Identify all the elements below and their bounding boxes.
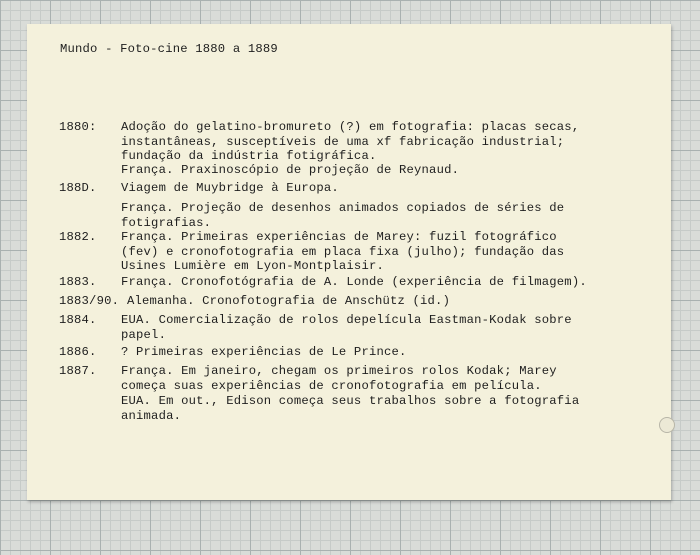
- text-line: animada.: [121, 408, 182, 423]
- text-line: França. Projeção de desenhos animados copiados de séries de: [121, 201, 565, 215]
- text-line: fundação da indústria fotigráfica.: [121, 149, 377, 163]
- text-line: França. Cronofotógrafia de A. Londe (experiência de filmagem).: [121, 275, 587, 289]
- entry-text: [121, 313, 572, 342]
- entry-year: 1883/90.: [59, 294, 120, 308]
- entry-year: 188D.: [59, 181, 97, 195]
- document-heading: Mundo - Foto-cine 1880 a 1889: [60, 42, 278, 56]
- punch-hole: [659, 417, 675, 433]
- text-line: ? Primeiras experiências de Le Prince.: [121, 345, 407, 359]
- text-line: França. Praxinoscópio de projeção de Reynaud.: [121, 163, 460, 177]
- text-line: instantâneas, susceptíveis de uma xf fabricação industrial;: [121, 134, 565, 149]
- entry-text: [127, 294, 450, 309]
- text-line: fotigrafias.: [121, 215, 212, 230]
- entry-year: 1887.: [59, 364, 97, 378]
- entry-text: [121, 275, 587, 290]
- text-line: França. Primeiras experiências de Marey: fuzil fotográfico: [121, 230, 557, 244]
- entry-text: [121, 181, 339, 196]
- entry-1880-sub: [121, 163, 601, 178]
- text-line: começa suas experiências de cronofotografia em película.: [121, 378, 542, 393]
- entry-year: 1882.: [59, 230, 97, 244]
- entry-year: 1880:: [59, 120, 97, 134]
- entry-1881-sub: [121, 201, 601, 230]
- entry-text: [121, 345, 407, 360]
- text-line: EUA. Em out., Edison começa seus trabalhos sobre a fotografia: [121, 394, 580, 408]
- entry-year: 1884.: [59, 313, 97, 327]
- text-line: Adoção do gelatino-bromureto (?) em fotografia: placas secas,: [121, 120, 580, 134]
- entry-text: [121, 364, 557, 393]
- entry-text: [121, 230, 564, 274]
- entry-1887-sub: [121, 394, 601, 423]
- text-line: França. Em janeiro, chegam os primeiros rolos Kodak; Marey: [121, 364, 557, 378]
- text-line: Usines Lumière em Lyon-Montplaisir.: [121, 259, 384, 273]
- text-line: Viagem de Muybridge à Europa.: [121, 181, 339, 195]
- text-line: papel.: [121, 327, 167, 342]
- text-line: Alemanha. Cronofotografia de Anschütz (id.): [127, 294, 451, 308]
- entry-text: [121, 120, 579, 164]
- text-line: EUA. Comercialização de rolos depelícula Eastman-Kodak sobre: [121, 313, 572, 327]
- entry-year: 1886.: [59, 345, 97, 359]
- text-line: (fev) e cronofotografia em placa fixa (julho); fundação das: [121, 244, 565, 259]
- entry-year: 1883.: [59, 275, 97, 289]
